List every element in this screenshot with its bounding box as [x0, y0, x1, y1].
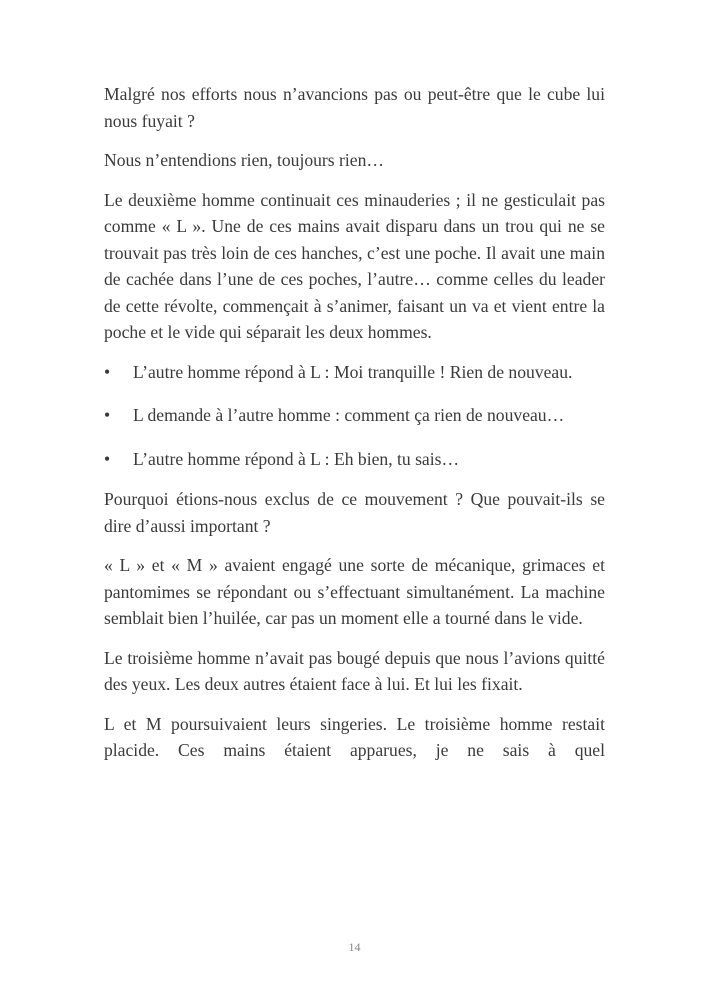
list-item	[104, 402, 605, 429]
bullet-icon: •	[104, 448, 111, 469]
paragraph: Malgré nos efforts nous n’avancions pas ou peut-être que le cube lui nous fuyait ?	[104, 84, 605, 131]
list-item-text: L’autre homme répond à L : Moi tranquille ! Rien de nouveau.	[133, 361, 573, 382]
page-number: 14	[348, 940, 361, 954]
paragraph: Le deuxième homme continuait ces minauderies ; il ne gesticulait pas comme « L ». Une de ces mains avait disparu dans un trou qui ne se trouvait pas très loin de ces hanches, c’est une poche. Il avait une main de cachée dans l’une de ces poches, l’autre… comme celles du leader de cette révolte, commençait à s’animer, faisant un va et vient entre la poche et le vide qui séparait les deux hommes.	[104, 189, 605, 342]
dialogue-list	[104, 359, 605, 473]
list-item	[104, 359, 605, 386]
list-item-text: L’autre homme répond à L : Eh bien, tu sais…	[133, 448, 460, 469]
paragraph: « L » et « M » avaient engagé une sorte de mécanique, grimaces et pantomimes se répondant ou s’effectuant simultanément. La machine semblait bien l’huilée, car pas un moment elle a tourné dans le vide.	[104, 555, 605, 628]
paragraph: Pourquoi étions-nous exclus de ce mouvement ? Que pouvait-ils se dire d’aussi important ?	[104, 489, 605, 536]
bullet-icon: •	[104, 405, 111, 425]
paragraph: L et M poursuivaient leurs singeries. Le troisième homme restait placide. Ces mains étaient apparues, je ne sais à quel	[104, 713, 605, 760]
bullet-icon: •	[104, 361, 111, 382]
list-item	[104, 446, 605, 473]
paragraph: Le troisième homme n’avait pas bougé depuis que nous l’avions quitté des yeux. Les deux autres étaient face à lui. Et lui les fixait.	[104, 647, 605, 694]
paragraph: Nous n’entendions rien, toujours rien…	[104, 150, 384, 170]
page-body	[104, 81, 605, 777]
list-item-text: L demande à l’autre homme : comment ça rien de nouveau…	[133, 405, 565, 425]
